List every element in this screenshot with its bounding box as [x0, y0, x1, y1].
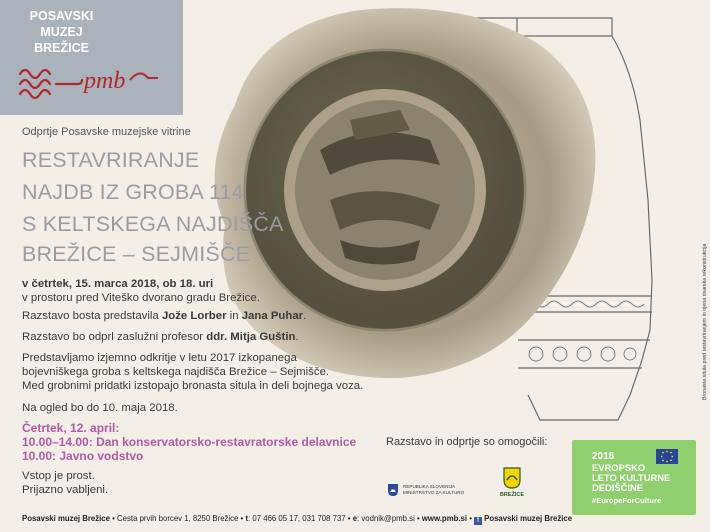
logo-line: POSAVSKI [29, 9, 94, 23]
event-day: Četrtek, 12. april: [22, 421, 120, 435]
eu-badge-line: DEDIŠČINE [592, 482, 644, 493]
presenters-join: in [226, 310, 242, 322]
event-workshop: 10.00–14.00: Dan konservatorsko-restavratorske delavnice [22, 435, 357, 449]
footer-phone-label: t [245, 514, 249, 523]
ministry-name [403, 484, 464, 495]
presenters-line [22, 309, 306, 323]
ministry-name-line: MINISTRSTVO ZA KULTURO [403, 489, 465, 495]
title-line: RESTAVRIRANJE [22, 148, 200, 172]
footer-org: Posavski muzej Brežice [22, 514, 110, 523]
obcina-name: BREŽICE [499, 492, 525, 498]
eu-heritage-badge [572, 440, 696, 515]
eu-flag-icon [656, 449, 678, 464]
footer-separator: • [467, 514, 475, 523]
presenters-prefix: Razstavo bosta predstavila [22, 310, 162, 322]
logo-line: BREŽICE [34, 41, 89, 55]
obcina-emblem-icon [502, 466, 522, 490]
logo-mark-text: pmb [84, 68, 126, 94]
facebook-icon: f [474, 517, 482, 525]
event-venue: v prostoru pred Viteško dvorano gradu Brežice. [22, 292, 260, 304]
footer-email[interactable]: : vodnik@pmb.si • [357, 514, 422, 523]
footer-email-label: e [352, 514, 358, 523]
description-line: Med grobnimi pridatki izstopajo bronasta situla in deli bojnega voza. [22, 380, 364, 392]
eu-badge-line: LETO KULTURNE [592, 472, 671, 483]
footer-phone: : 07 466 05 17, 031 708 737 • [248, 514, 353, 523]
title-line: BREŽICE – SEJMIŠČE [22, 242, 251, 266]
event-subtitle: Odprtje Posavske muzejske vitrine [22, 126, 191, 138]
obcina-brezice-logo [496, 466, 526, 502]
presenters-suffix: . [303, 310, 307, 322]
eu-year: 2018 [592, 451, 615, 462]
description-line: Predstavljamo izjemno odkritje v letu 2017 izkopanega [22, 352, 297, 364]
ministry-name-line: REPUBLIKA SLOVENIJA [403, 484, 456, 489]
slovenia-coat-of-arms-icon [387, 483, 399, 497]
opener-suffix: . [295, 331, 299, 343]
title-line: NAJDB IZ GROBA 114 [22, 180, 244, 204]
free-entry: Vstop je prost. [22, 470, 95, 482]
footer-website-link[interactable]: www.pmb.si [421, 514, 468, 523]
ministry-logo [387, 483, 487, 501]
opener-prefix: Razstavo bo odprl zaslužni profesor [22, 331, 207, 343]
presenter-name: Jana Puhar [241, 310, 304, 322]
opener-line [22, 330, 299, 344]
image-caption: Bronasta situla pred restavriranjem in njena risarska rekonstrukcija [702, 243, 708, 400]
eu-badge-line: EVROPSKO [592, 462, 646, 473]
welcome-note: Prijazno vabljeni. [22, 484, 109, 496]
exhibition-until: Na ogled bo do 10. maja 2018. [22, 402, 178, 414]
footer-facebook-link[interactable]: Posavski muzej Brežice [484, 514, 573, 523]
sponsors-label: Razstavo in odprtje so omogočili: [386, 436, 548, 448]
event-guided-tour: 10.00: Javno vodstvo [22, 449, 144, 463]
description-line: bojevniškega groba s keltskega najdišča Brežice – Sejmišče. [22, 366, 330, 378]
footer-address: • Cesta prvih borcev 1, 8250 Brežice • [109, 514, 246, 523]
museum-logo [14, 8, 109, 56]
footer-contact [22, 514, 572, 525]
eu-hashtag: #EuropeForCulture [592, 496, 662, 505]
logo-line: MUZEJ [40, 25, 83, 39]
title-line: S KELTSKEGA NAJDIŠČA [22, 212, 284, 236]
presenter-name: Jože Lorber [161, 310, 227, 322]
pmb-logo-mark [18, 62, 168, 102]
event-date: v četrtek, 15. marca 2018, ob 18. uri [22, 278, 214, 290]
opener-name: ddr. Mitja Guštin [206, 331, 296, 343]
